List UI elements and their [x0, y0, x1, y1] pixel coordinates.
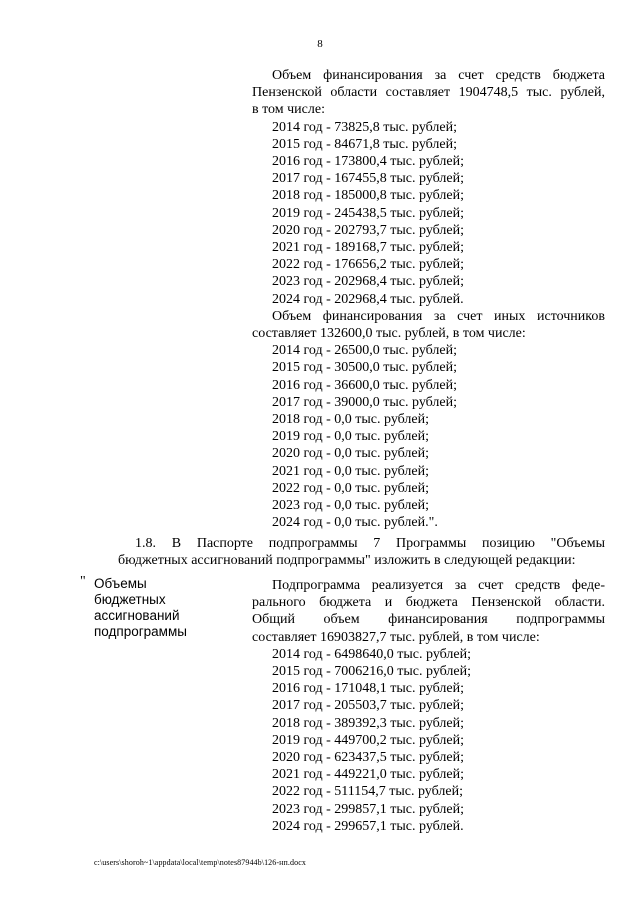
- year-line: 2021 год - 0,0 тыс. рублей;: [272, 463, 430, 479]
- paragraph-line: Объем финансирования за счет средств бюджета: [272, 68, 605, 83]
- label-line: бюджетных: [94, 592, 166, 607]
- page-number: 8: [317, 38, 323, 50]
- year-line: 2019 год - 449700,2 тыс. рублей;: [272, 732, 465, 748]
- year-line: 2016 год - 171048,1 тыс. рублей;: [272, 681, 465, 697]
- year-line: 2015 год - 30500,0 тыс. рублей;: [272, 360, 458, 376]
- year-line: 2022 год - 511154,7 тыс. рублей;: [272, 784, 463, 800]
- year-line: 2021 год - 189168,7 тыс. рублей;: [272, 240, 465, 256]
- year-line: 2023 год - 0,0 тыс. рублей;: [272, 498, 430, 514]
- paragraph-line: рального бюджета и бюджета Пензенской области.: [252, 595, 605, 611]
- year-line: 2024 год - 0,0 тыс. рублей.".: [272, 515, 438, 531]
- paragraph-line: Пензенской области составляет 1904748,5 тыс. рублей,: [252, 85, 605, 101]
- year-line: 2023 год - 299857,1 тыс. рублей;: [272, 801, 465, 817]
- year-line: 2015 год - 84671,8 тыс. рублей;: [272, 136, 458, 152]
- year-line: 2020 год - 623437,5 тыс. рублей;: [272, 750, 465, 766]
- year-line: 2024 год - 299657,1 тыс. рублей.: [272, 818, 464, 834]
- paragraph-line: составляет 16903827,7 тыс. рублей, в том числе:: [252, 629, 540, 645]
- year-line: 2017 год - 167455,8 тыс. рублей;: [272, 171, 465, 187]
- opening-quote: ": [80, 574, 86, 589]
- year-line: 2014 год - 6498640,0 тыс. рублей;: [272, 646, 472, 662]
- year-line: 2017 год - 205503,7 тыс. рублей;: [272, 698, 465, 714]
- label-line: подпрограммы: [94, 624, 187, 639]
- year-line: 2024 год - 202968,4 тыс. рублей.: [272, 291, 464, 307]
- year-line: 2021 год - 449221,0 тыс. рублей;: [272, 767, 465, 783]
- year-line: 2017 год - 39000,0 тыс. рублей;: [272, 394, 458, 410]
- year-line: 2015 год - 7006216,0 тыс. рублей;: [272, 664, 472, 680]
- subprogram-financing-section: [252, 577, 605, 835]
- year-line: 2018 год - 0,0 тыс. рублей;: [272, 412, 430, 428]
- year-line: 2019 год - 0,0 тыс. рублей;: [272, 429, 430, 445]
- paragraph-line: Общий объем финансирования подпрограммы: [252, 612, 605, 628]
- paragraph-line: Подпрограмма реализуется за счет средств феде-: [272, 578, 605, 593]
- year-line: 2016 год - 36600,0 тыс. рублей;: [272, 377, 458, 393]
- label-line: Объемы: [94, 576, 147, 591]
- year-line: 2019 год - 245438,5 тыс. рублей;: [272, 205, 465, 221]
- paragraph-line: бюджетных ассигнований подпрограммы" изложить в следующей редакции:: [118, 553, 576, 569]
- year-line: 2022 год - 0,0 тыс. рублей;: [272, 480, 430, 496]
- year-line: 2018 год - 185000,8 тыс. рублей;: [272, 188, 465, 204]
- year-line: 2023 год - 202968,4 тыс. рублей;: [272, 274, 465, 290]
- amendment-item: [118, 535, 605, 569]
- year-line: 2014 год - 26500,0 тыс. рублей;: [272, 343, 458, 359]
- paragraph-line: в том числе:: [252, 102, 325, 118]
- year-line: 2020 год - 0,0 тыс. рублей;: [272, 446, 430, 462]
- year-line: 2016 год - 173800,4 тыс. рублей;: [272, 154, 465, 170]
- paragraph-line: 1.8. В Паспорте подпрограммы 7 Программы позицию "Объемы: [135, 536, 605, 551]
- paragraph-line: Объем финансирования за счет иных источников: [272, 308, 605, 324]
- budget-financing-section: [252, 67, 605, 531]
- year-line: 2022 год - 176656,2 тыс. рублей;: [272, 257, 465, 273]
- file-path-footer: c:\users\shoroh~1\appdata\local\temp\notes87944b\126-нп.docx: [94, 858, 306, 867]
- year-line: 2014 год - 73825,8 тыс. рублей;: [272, 119, 458, 135]
- year-line: 2020 год - 202793,7 тыс. рублей;: [272, 222, 465, 238]
- year-line: 2018 год - 389392,3 тыс. рублей;: [272, 715, 465, 731]
- table-row-label: [94, 576, 234, 640]
- paragraph-line: составляет 132600,0 тыс. рублей, в том числе:: [252, 326, 526, 342]
- label-line: ассигнований: [94, 608, 180, 623]
